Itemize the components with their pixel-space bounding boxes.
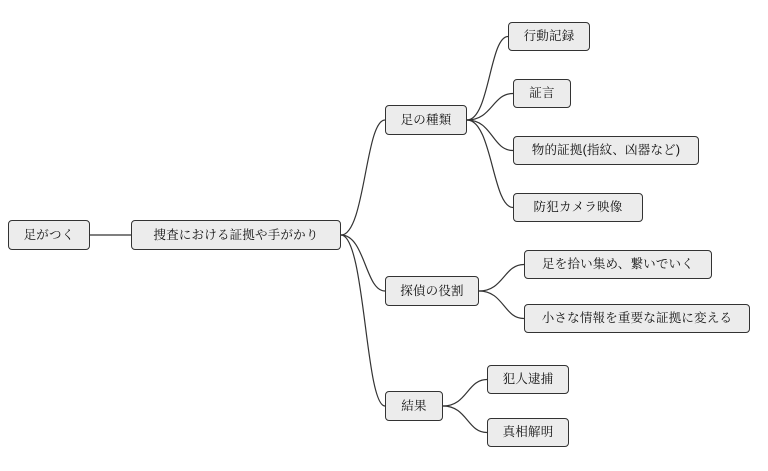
mindmap-node-kind-1[interactable] [508, 22, 590, 51]
mindmap-node-label: 証言 [529, 86, 555, 101]
mindmap-edge-kind-to-kind-3 [467, 120, 513, 151]
mindmap-node-kind-3[interactable] [513, 136, 699, 165]
mindmap-node-label: 結果 [401, 398, 427, 413]
mindmap-node-role[interactable] [385, 276, 479, 306]
mindmap-node-label: 足を拾い集め、繋いでいく [542, 257, 694, 272]
mindmap-edge-branch1-to-role [341, 235, 385, 291]
mindmap-node-label: 犯人逮捕 [502, 372, 554, 387]
mindmap-node-kind-2[interactable] [513, 79, 571, 108]
mindmap-node-label: 行動記録 [523, 29, 575, 44]
mindmap-node-role-1[interactable] [524, 250, 712, 279]
mindmap-edge-result-to-result-1 [443, 380, 487, 407]
mindmap-node-root[interactable] [8, 220, 90, 250]
mindmap-edge-kind-to-kind-1 [467, 37, 508, 121]
mindmap-edge-branch1-to-result [341, 235, 385, 406]
mindmap-edge-role-to-role-2 [479, 291, 524, 319]
mindmap-node-label: 小さな情報を重要な証拠に変える [541, 311, 733, 326]
mindmap-node-role-2[interactable] [524, 304, 750, 333]
mindmap-node-result-2[interactable] [487, 418, 569, 447]
mindmap-node-label: 物的証拠(指紋、凶器など) [531, 143, 681, 158]
mindmap-node-result-1[interactable] [487, 365, 569, 394]
mindmap-node-label: 足がつく [23, 227, 75, 242]
mindmap-node-label: 防犯カメラ映像 [533, 200, 623, 215]
mindmap-node-label: 真相解明 [502, 425, 554, 440]
mindmap-node-label: 捜査における証拠や手がかり [153, 227, 319, 242]
mindmap-node-result[interactable] [385, 391, 443, 421]
mindmap-edge-kind-to-kind-2 [467, 94, 513, 121]
mindmap-edge-branch1-to-kind [341, 120, 385, 235]
mindmap-node-branch1[interactable] [131, 220, 341, 250]
mindmap-node-label: 足の種類 [400, 112, 452, 127]
mindmap-node-kind[interactable] [385, 105, 467, 135]
mindmap-edge-role-to-role-1 [479, 265, 524, 292]
mindmap-edge-result-to-result-2 [443, 406, 487, 433]
mindmap-node-label: 探偵の役割 [400, 283, 464, 298]
mindmap-node-kind-4[interactable] [513, 193, 643, 222]
